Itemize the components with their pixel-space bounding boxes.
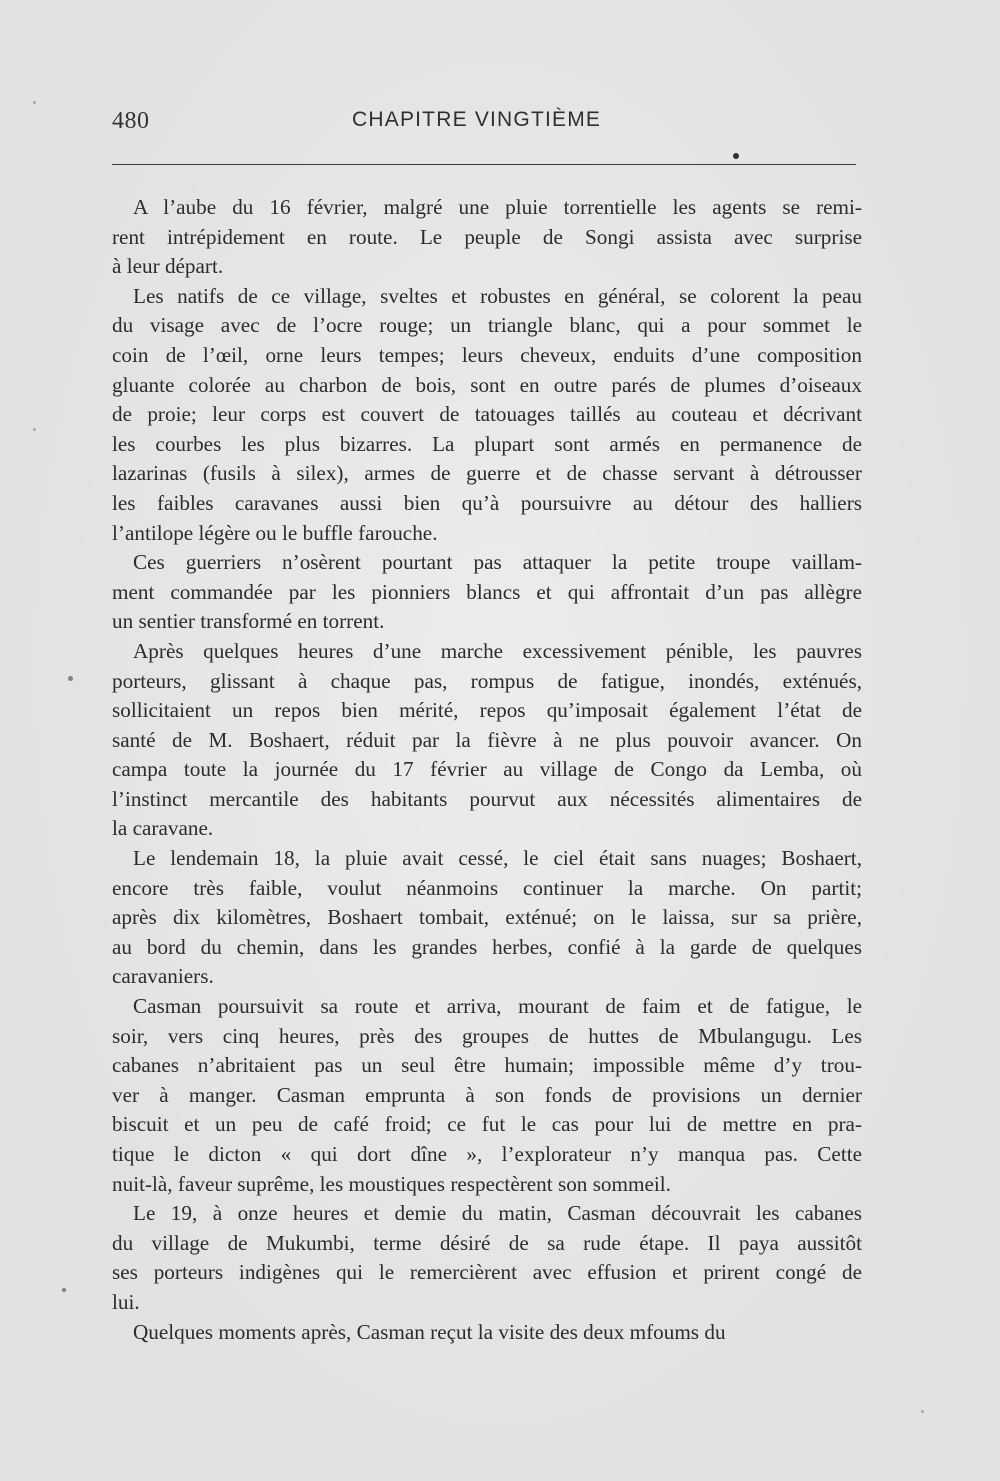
text-line: cabanes n’abritaient pas un seul être humain; impossible même d’y trou- xyxy=(112,1053,862,1078)
paragraph xyxy=(112,1199,862,1317)
text-line: Le lendemain 18, la pluie avait cessé, le ciel était sans nuages; Boshaert, xyxy=(133,846,862,871)
text-line: sollicitaient un repos bien mérité, repos qu’imposait également l’état de xyxy=(112,698,862,723)
text-line: gluante colorée au charbon de bois, sont en outre parés de plumes d’oiseaux xyxy=(112,372,862,397)
text-line: l’instinct mercantile des habitants pourvut aux nécessités alimentaires de xyxy=(112,786,862,811)
text-line: biscuit et un peu de café froid; ce fut le cas pour lui de mettre en pra- xyxy=(112,1112,862,1137)
paragraph xyxy=(112,1318,862,1348)
text-line: coin de l’œil, orne leurs tempes; leurs cheveux, enduits d’une composition xyxy=(112,342,862,367)
page-number: 480 xyxy=(112,108,150,134)
text-line: après dix kilomètres, Boshaert tombait, exténué; on le laissa, sur sa prière, xyxy=(112,905,862,930)
text-line: un sentier transformé en torrent. xyxy=(112,609,385,634)
text-line: porteurs, glissant à chaque pas, rompus de fatigue, inondés, exténués, xyxy=(112,668,862,693)
text-line: rent intrépidement en route. Le peuple de Songi assista avec surprise xyxy=(112,224,862,249)
text-line: l’antilope légère ou le buffle farouche. xyxy=(112,520,438,545)
text-line: à leur départ. xyxy=(112,254,224,279)
text-line: au bord du chemin, dans les grandes herbes, confié à la garde de quelques xyxy=(112,934,862,959)
text-line: caravaniers. xyxy=(112,964,214,989)
paragraph xyxy=(112,548,862,637)
text-line: du visage avec de l’ocre rouge; un triangle blanc, qui a pour sommet le xyxy=(112,313,862,338)
paper-speck xyxy=(62,1288,66,1292)
text-line: les faibles caravanes aussi bien qu’à poursuivre au détour des halliers xyxy=(112,490,862,515)
text-line: A l’aube du 16 février, malgré une pluie torrentielle les agents se remi- xyxy=(133,195,862,219)
header-rule xyxy=(112,164,856,165)
text-line: Le 19, à onze heures et demie du matin, Casman découvrait les cabanes xyxy=(133,1201,862,1226)
body-text xyxy=(112,193,862,1347)
text-line: ses porteurs indigènes qui le remercièrent avec effusion et prirent congé de xyxy=(112,1260,862,1285)
text-line: campa toute la journée du 17 février au village de Congo da Lemba, où xyxy=(112,757,862,782)
text-line: lui. xyxy=(112,1289,140,1314)
text-line: Casman poursuivit sa route et arriva, mourant de faim et de fatigue, le xyxy=(133,994,862,1019)
text-line: santé de M. Boshaert, réduit par la fièvre à ne plus pouvoir avancer. On xyxy=(112,727,862,752)
paper-speck xyxy=(33,428,36,431)
paper-speck xyxy=(921,1410,924,1413)
text-line: encore très faible, voulut néanmoins continuer la marche. On partit; xyxy=(112,875,862,900)
paper-speck xyxy=(33,101,36,104)
text-line: soir, vers cinq heures, près des groupes de huttes de Mbulangugu. Les xyxy=(112,1023,862,1048)
text-line: les courbes les plus bizarres. La plupart sont armés en permanence de xyxy=(112,431,862,456)
paragraph xyxy=(112,844,862,992)
text-line: Après quelques heures d’une marche excessivement pénible, les pauvres xyxy=(133,638,862,663)
text-line: ver à manger. Casman emprunta à son fonds de provisions un dernier xyxy=(112,1082,862,1107)
paragraph xyxy=(112,992,862,1199)
text-line: Ces guerriers n’osèrent pourtant pas attaquer la petite troupe vaillam- xyxy=(133,550,862,575)
running-head: CHAPITRE VINGTIÈME xyxy=(352,108,602,131)
text-line: tique le dicton « qui dort dîne », l’explorateur n’y manqua pas. Cette xyxy=(112,1142,862,1166)
text-line: Les natifs de ce village, sveltes et robustes en général, se colorent la peau xyxy=(133,283,862,308)
paragraph xyxy=(112,282,862,548)
paper-speck xyxy=(68,676,73,681)
text-line: nuit-là, faveur suprême, les moustiques respectèrent son sommeil. xyxy=(112,1171,671,1196)
text-line: du village de Mukumbi, terme désiré de sa rude étape. Il paya aussitôt xyxy=(112,1230,862,1255)
printer-dot xyxy=(733,153,739,159)
text-line: la caravane. xyxy=(112,816,214,841)
text-line: lazarinas (fusils à silex), armes de guerre et de chasse servant à détrousser xyxy=(112,461,862,486)
text-line: de proie; leur corps est couvert de tatouages taillés au couteau et décrivant xyxy=(112,402,862,427)
paragraph xyxy=(112,637,862,844)
text-line: Quelques moments après, Casman reçut la visite des deux mfoums du xyxy=(133,1319,726,1344)
text-line: ment commandée par les pionniers blancs et qui affrontait d’un pas allègre xyxy=(112,579,862,604)
paragraph xyxy=(112,193,862,282)
